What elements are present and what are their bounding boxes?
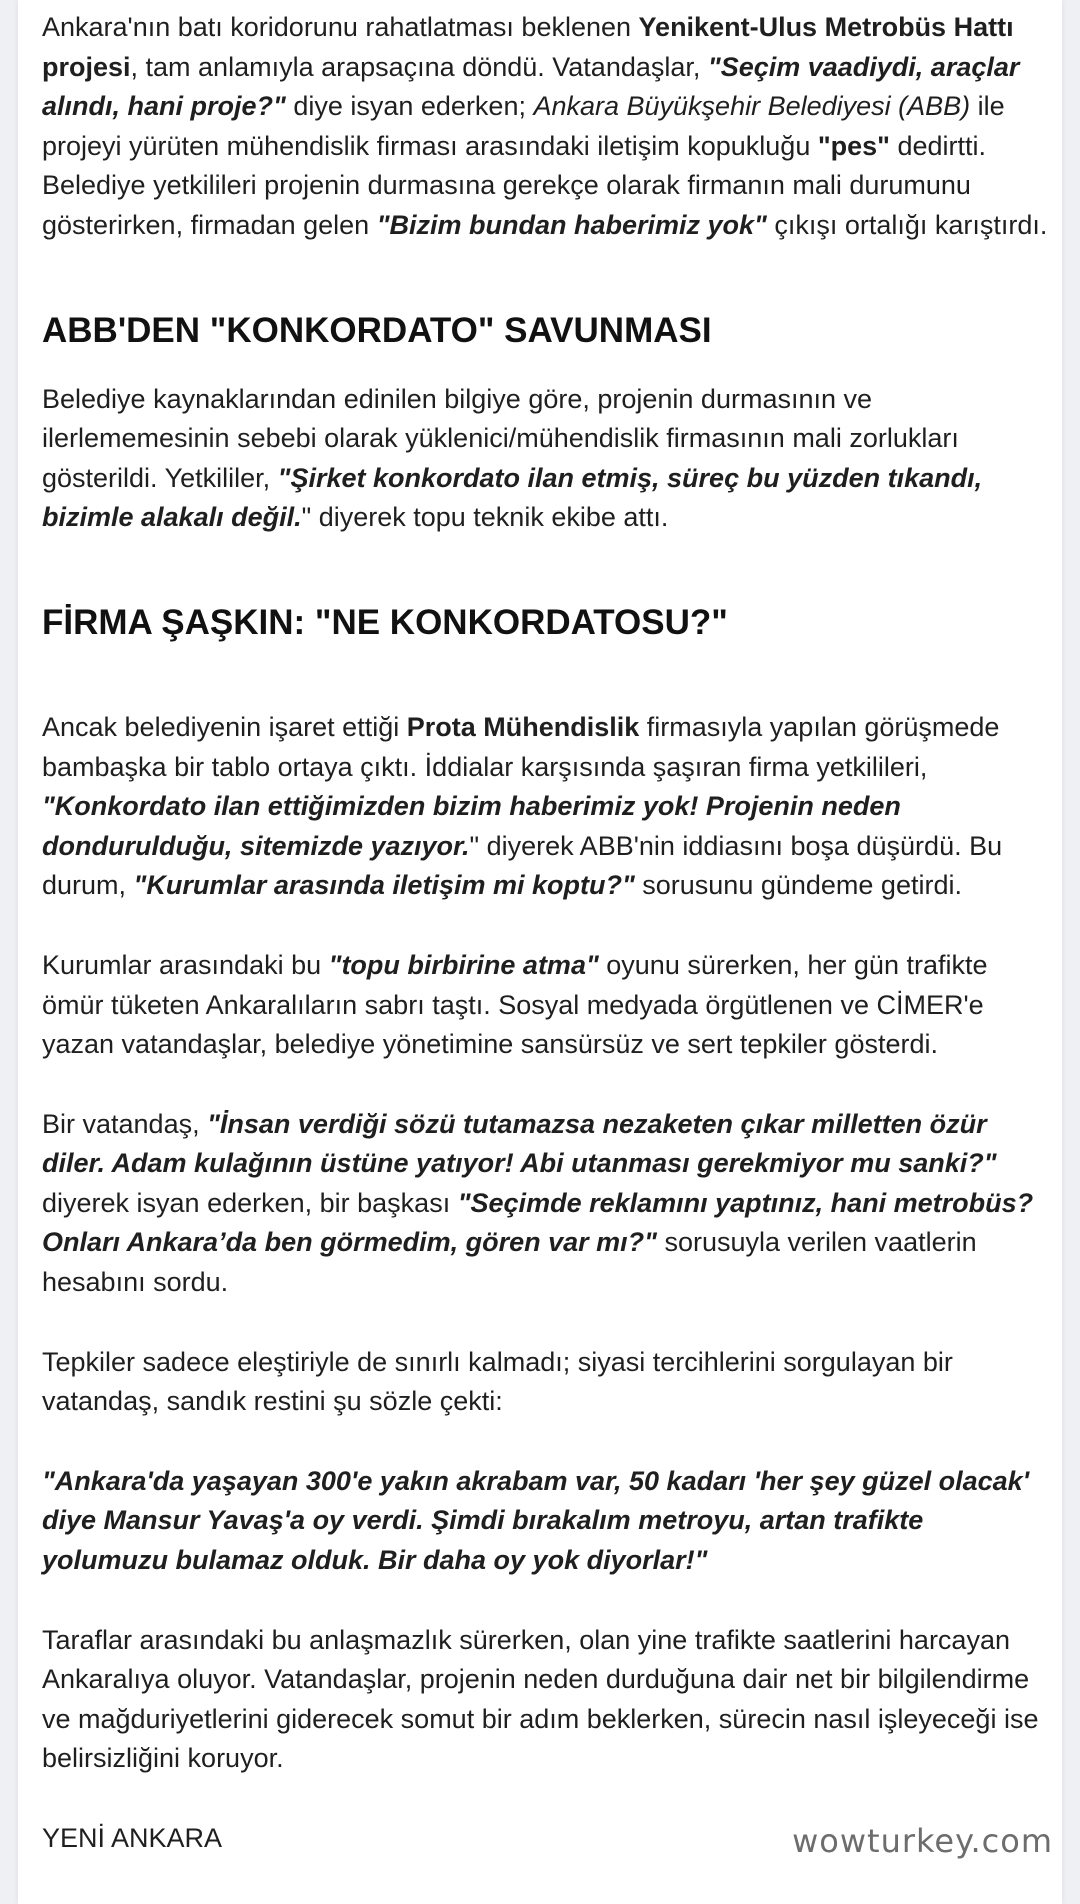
vatandas-text-1: Bir vatandaş,	[42, 1108, 208, 1139]
article-body	[42, 8, 1052, 1859]
topu-quote: "topu birbirine atma"	[328, 949, 599, 980]
source-credit: YENİ ANKARA	[42, 1823, 223, 1853]
kurumlar-paragraph	[42, 946, 1052, 1065]
firma-text-2: firmasıyla yapılan görüşmede bambaşka bir tablo ortaya çıktı. İddialar karşısında şaşıran firma yetkilileri,	[42, 711, 1000, 782]
project-name: Yenikent-Ulus Metrobüs Hattı projesi	[42, 12, 1014, 82]
abb-text-2: " diyerek topu teknik ekibe attı.	[301, 502, 669, 533]
section-heading-abb: ABB'DEN "KONKORDATO" SAVUNMASI	[42, 310, 712, 350]
abb-text-1: Belediye kaynaklarından edinilen bilgiye göre, projenin durmasının ve ilerlememesinin sebebi olarak yüklenici/mühendislik firmasının mali zorlukları gösterildi. Yetkililer,	[42, 383, 959, 493]
citizen-quote-3: "Seçimde reklamını yaptınız, hani metrobüs? Onları Ankara’da ben görmedim, gören var mı?"	[42, 1187, 1034, 1258]
firma-text-1: Ancak belediyenin işaret ettiği	[42, 711, 407, 742]
intro-text-6: çıkışı ortalığı karıştırdı.	[766, 209, 1048, 240]
intro-paragraph	[42, 8, 1052, 246]
firm-quote-1: "Bizim bundan haberimiz yok"	[376, 209, 767, 240]
intro-text-4: ile projeyi yürüten mühendislik firması arasındaki iletişim kopukluğu	[42, 91, 1005, 161]
block-quote: "Ankara'da yaşayan 300'e yakın akrabam var, 50 kadarı 'her şey güzel olacak' diye Mansur Yavaş'a oy verdi. Şimdi bırakalım metroyu, artan trafikte yolumuzu bulamaz olduk. Bir daha oy yok diyorlar!"	[42, 1465, 1030, 1576]
abb-paragraph	[42, 380, 1052, 538]
question-quote: "Kurumlar arasında iletişim mi koptu?"	[133, 870, 635, 901]
firma-paragraph	[42, 708, 1052, 906]
firm-name: Prota Mühendislik	[406, 711, 640, 742]
intro-text-1: Ankara'nın batı koridorunu rahatlatması beklenen	[42, 12, 639, 42]
abb-name: Ankara Büyükşehir Belediyesi (ABB)	[533, 91, 971, 122]
firma-text-4: sorusunu gündeme getirdi.	[634, 870, 962, 901]
abb-quote: "Şirket konkordato ilan etmiş, süreç bu yüzden tıkandı, bizimle alakalı değil.	[42, 462, 983, 533]
pes-word: "pes"	[817, 130, 890, 161]
intro-text-2: , tam anlamıyla arapsaçına döndü. Vatandaşlar,	[130, 51, 708, 82]
kurumlar-text-2: oyunu sürerken, her gün trafikte ömür tüketen Ankaralıların sabrı taştı. Sosyal medyada örgütlenen ve CİMER'e yazan vatandaşlar, belediye yönetimine sansürsüz ve sert tepkiler gösterdi.	[42, 949, 988, 1060]
firm-quote-2: "Konkordato ilan ettiğimizden bizim haberimiz yok! Projenin neden dondurulduğu, sitemizde yazıyor.	[42, 791, 901, 861]
vatandas-text-3: sorusuyla verilen vaatlerin hesabını sordu.	[42, 1227, 977, 1298]
taraflar-paragraph: Taraflar arasındaki bu anlaşmazlık sürerken, olan yine trafikte saatlerini harcayan Ankaralıya oluyor. Vatandaşlar, projenin neden durduğuna dair net bir bilgilendirme ve mağduriyetlerini giderecek somut bir adım beklerken, sürecin nasıl işleyeceği ise belirsizliğini koruyor.	[42, 1624, 1039, 1774]
section-heading-firma: FİRMA ŞAŞKIN: "NE KONKORDATOSU?"	[42, 602, 728, 642]
firma-text-3: " diyerek ABB'nin iddiasını boşa düşürdü. Bu durum,	[42, 830, 1003, 901]
vatandas-text-2: diyerek isyan ederken, bir başkası	[42, 1187, 458, 1218]
citizen-quote-1: "Seçim vaadiydi, araçlar alındı, hani proje?"	[42, 51, 1020, 122]
vatandas-paragraph	[42, 1105, 1052, 1303]
intro-text-3: diye isyan ederken;	[285, 91, 534, 122]
watermark: wowturkey.com	[792, 1822, 1053, 1860]
intro-text-5: dedirtti. Belediye yetkilileri projenin durmasına gerekçe olarak firmanın mali durumunu gösterirken, firmadan gelen	[42, 130, 987, 240]
citizen-quote-2: "İnsan verdiği sözü tutamazsa nezaketen çıkar milletten özür diler. Adam kulağının üstüne yatıyor! Abi utanması gerekmiyor mu sanki?"	[42, 1108, 997, 1179]
kurumlar-text-1: Kurumlar arasındaki bu	[42, 949, 329, 980]
tepkiler-paragraph: Tepkiler sadece eleştiriyle de sınırlı kalmadı; siyasi tercihlerini sorgulayan bir vatandaş, sandık restini şu sözle çekti:	[42, 1346, 953, 1417]
article-page	[18, 0, 1062, 1904]
